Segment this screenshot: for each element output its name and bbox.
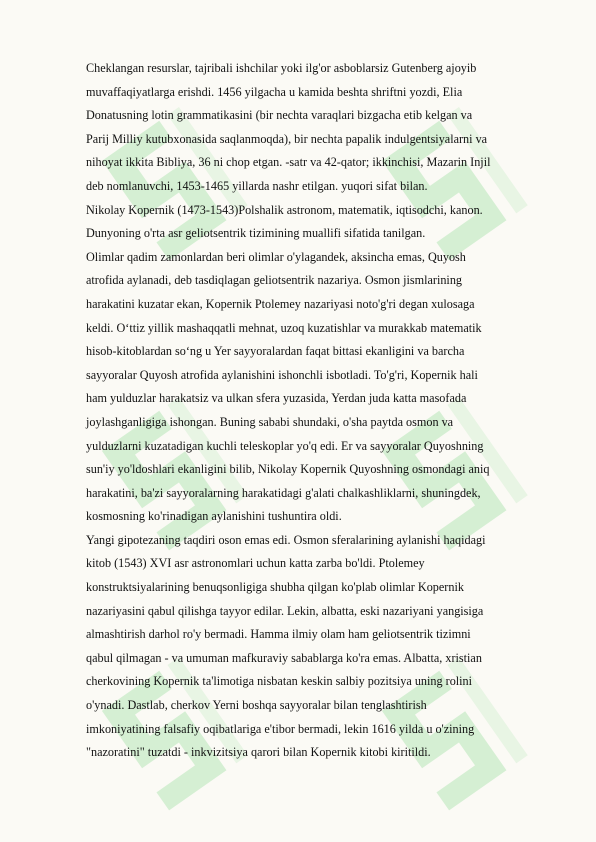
text-line: joylashganligiga ishongan. Buning sababi shundaki, o'sha paytda osmon va <box>86 414 454 429</box>
text-line: kosmosning ko'rinadigan aylanishini tushuntira oldi. <box>86 509 342 524</box>
text-line: cherkovining Kopernik ta'limotiga nisbatan keskin salbiy pozitsiya uning rolini <box>86 674 473 689</box>
paragraph-kopernik-intro <box>86 199 546 246</box>
text-line: Cheklangan resurslar, tajribali ishchilar yoki ilg'or asboblarsiz Gutenberg ajoyib <box>86 61 477 75</box>
text-line: konstruktsiyalarining benuqsonligiga shubha qilgan ko'plab olimlar Kopernik <box>86 580 464 595</box>
text-line: harakatini, ba'zi sayyoralarning harakatidagi g'alati chalkashliklarni, shuningdek, <box>86 485 481 500</box>
text-line: "nazoratini" tuzatdi - inkvizitsiya qarori bilan Kopernik kitobi kiritildi. <box>86 745 431 760</box>
text-line: harakatini kuzatar ekan, Kopernik Ptolemey nazariyasi noto'g'ri degan xulosaga <box>86 296 475 311</box>
text-line: Parij Milliy kutubxonasida saqlanmoqda), bir nechta papalik indulgentsiyalarni va <box>86 131 488 146</box>
text-line: hisob-kitoblardan so‘ng u Yer sayyoralardan faqat bittasi ekanligini va barcha <box>86 344 465 359</box>
text-line: Nikolay Kopernik (1473-1543)Polshalik astronom, matematik, iqtisodchi, kanon. <box>86 202 483 217</box>
paragraph-heliocentric-theory <box>86 246 546 529</box>
text-line: Yangi gipotezaning taqdiri oson emas edi. Osmon sferalarining aylanishi haqidagi <box>86 532 486 547</box>
text-line: kitob (1543) XVI asr astronomlari uchun katta zarba bo'ldi. Ptolemey <box>86 556 425 571</box>
text-line: nazariyasini qabul qilishga tayyor edilar. Lekin, albatta, eski nazariyani yangisiga <box>86 603 484 618</box>
text-line: o'ynadi. Dastlab, cherkov Yerni boshqa sayyoralar bilan tenglashtirish <box>86 698 427 713</box>
text-line: sayyoralar Quyosh atrofida aylanishini ishonchli isbotladi. To'g'ri, Kopernik hali <box>86 367 478 382</box>
text-line: imkoniyatining falsafiy oqibatlariga e'tibor bermadi, lekin 1616 yilda u o'zining <box>86 721 475 736</box>
text-line: deb nomlanuvchi, 1453-1465 yillarda nashr etilgan. yuqori sifat bilan. <box>86 178 428 193</box>
text-line: atrofida aylanadi, deb tasdiqlagan geliotsentrik nazariya. Osmon jismlarining <box>86 273 463 288</box>
text-line: yulduzlarni kuzatadigan kuchli teleskoplar yo'q edi. Er va sayyoralar Quyoshning <box>86 438 484 453</box>
text-line: Dunyoning o'rta asr geliotsentrik tizimining muallifi sifatida tanilgan. <box>86 226 426 241</box>
document-body <box>86 57 546 765</box>
text-line: almashtirish darhol ro'y bermadi. Hamma ilmiy olam ham geliotsentrik tizimni <box>86 627 471 642</box>
paragraph-gutenberg <box>86 57 546 199</box>
text-line: muvaffaqiyatlarga erishdi. 1456 yilgacha u kamida beshta shriftni yozdi, Elia <box>86 84 463 99</box>
text-line: nihoyat ikkita Bibliya, 36 ni chop etgan. -satr va 42-qator; ikkinchisi, Mazarin Injil <box>86 155 491 170</box>
text-line: qabul qilmagan - va umuman mafkuraviy sabablarga ko'ra emas. Albatta, xristian <box>86 650 482 665</box>
text-line: sun'iy yo'ldoshlari ekanligini bilib, Nikolay Kopernik Quyoshning osmondagi aniq <box>86 462 490 477</box>
text-line: ham yulduzlar harakatsiz va ulkan sfera yuzasida, Yerdan juda katta masofada <box>86 391 467 406</box>
text-line: keldi. O‘ttiz yillik mashaqqatli mehnat, uzoq kuzatishlar va murakkab matematik <box>86 320 482 335</box>
paragraph-new-hypothesis <box>86 529 546 765</box>
text-line: Olimlar qadim zamonlardan beri olimlar o'ylagandek, aksincha emas, Quyosh <box>86 249 466 264</box>
text-line: Donatusning lotin grammatikasini (bir nechta varaqlari bizgacha etib kelgan va <box>86 108 473 123</box>
